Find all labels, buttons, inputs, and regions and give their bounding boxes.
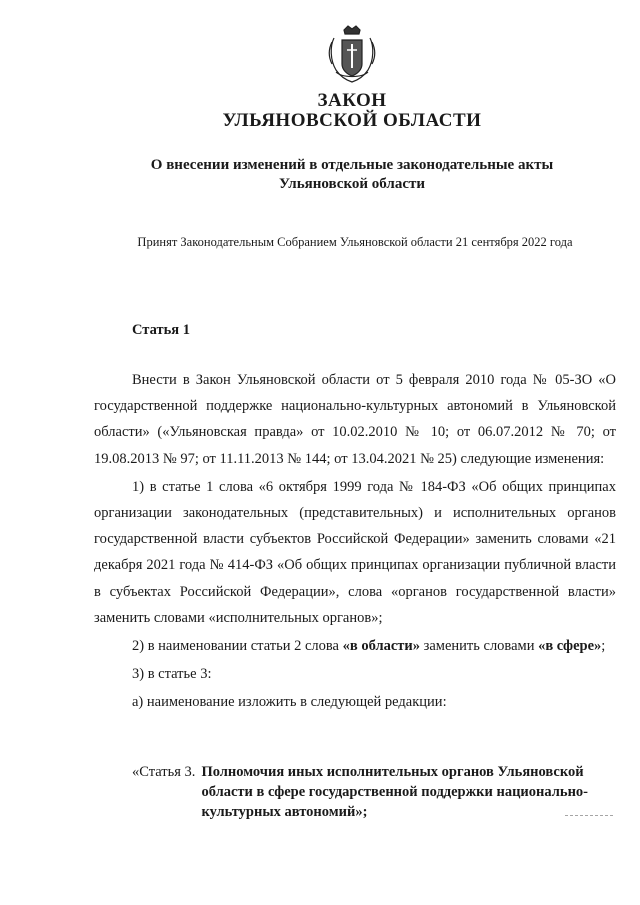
paragraph-item-3: 3) в статье 3: bbox=[132, 666, 212, 683]
law-subject bbox=[120, 156, 584, 194]
law-region-title: УЛЬЯНОВСКОЙ ОБЛАСТИ bbox=[222, 110, 482, 131]
law-subject-line2: Ульяновской области bbox=[278, 176, 426, 192]
law-title: ЗАКОН bbox=[317, 90, 387, 111]
item-2-text-e: ; bbox=[601, 638, 606, 655]
adoption-note: Принят Законодательным Собранием Ульяновской области 21 сентября 2022 года bbox=[137, 235, 573, 249]
paragraph-item-1: 1) в статье 1 слова «6 октября 1999 года № 184-ФЗ «Об общих принципах организации законодательных (представительных) и исполнительных органов государственной власти субъектов Российской Федерации» заменить словами «21 декабря 2021 года № 414-ФЗ «Об общих принципах организации публичной власти в субъектах Российской Федерации», слова «органов государственной власти» заменить словами «исполнительных органов»; bbox=[94, 478, 616, 626]
item-2-old-words: «в области» bbox=[342, 638, 421, 655]
item-2-text-c: заменить словами bbox=[420, 638, 539, 655]
paragraph-item-2 bbox=[94, 633, 616, 659]
quoted-article-title bbox=[132, 762, 618, 822]
coat-of-arms-icon bbox=[326, 24, 378, 84]
scan-artifact bbox=[565, 814, 615, 817]
quote-text: Полномочия иных исполнительных органов Ульяновской области в сфере государственной поддержки национально-культурных автономий»; bbox=[201, 764, 588, 820]
law-subject-line1: О внесении изменений в отдельные законодательные акты bbox=[150, 157, 554, 173]
paragraph-item-3a: а) наименование изложить в следующей редакции: bbox=[132, 694, 447, 711]
paragraph-intro: Внести в Закон Ульяновской области от 5 февраля 2010 года № 05-ЗО «О государственной поддержке национально-культурных автономий в Ульяновской области» («Ульяновская правда» от 10.02.2010 № 10; от 06.07.2012 № 70; от 19.08.2013 № 97; от 11.11.2013 № 144; от 13.04.2021 № 25) следующие изменения: bbox=[94, 372, 616, 467]
article-body bbox=[94, 367, 616, 718]
article-heading: Статья 1 bbox=[132, 322, 190, 338]
item-2-new-words: «в сфере» bbox=[538, 638, 602, 655]
quote-label: «Статья 3. bbox=[132, 764, 196, 780]
item-2-text-a: 2) в наименовании статьи 2 слова bbox=[132, 638, 343, 655]
